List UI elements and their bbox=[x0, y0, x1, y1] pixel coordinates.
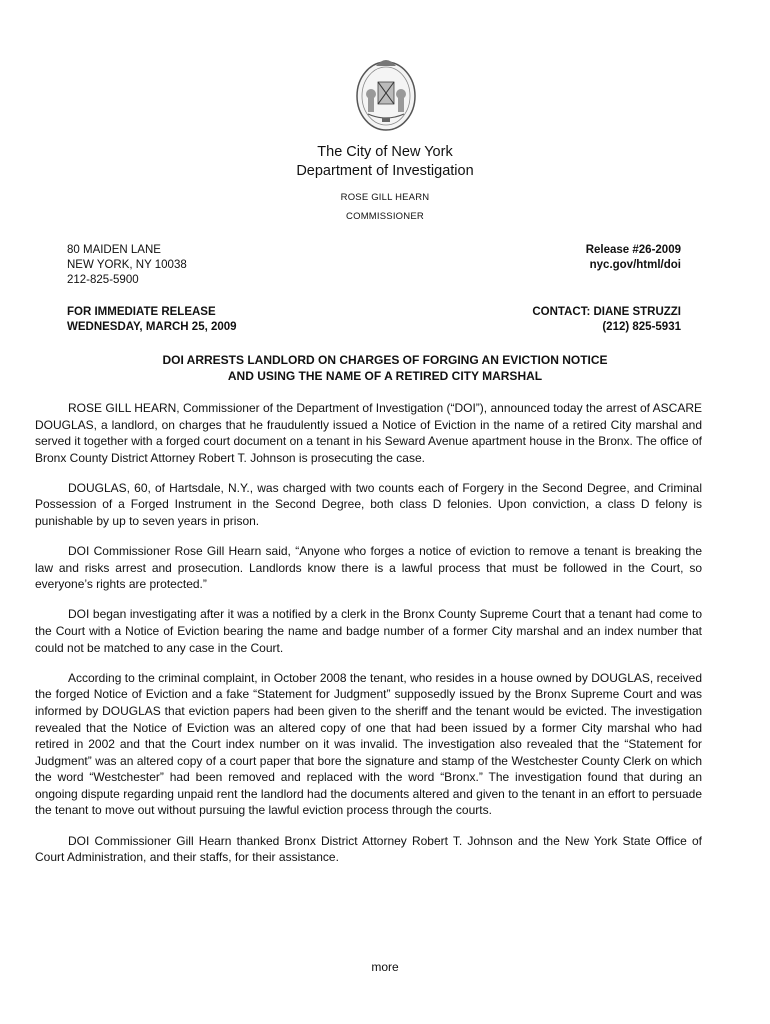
nyc-seal-icon bbox=[354, 52, 418, 134]
paragraph: DOI Commissioner Rose Gill Hearn said, “Anyone who forges a notice of eviction to remove a tenant is breaking the law and risks arrest and prosecution. Landlords know there is a lawful process that must be followed in the Court, so everyone’s rights are protected.” bbox=[35, 544, 702, 592]
address-phone: 212-825-5900 bbox=[67, 274, 139, 286]
paragraph: DOI began investigating after it was a notified by a clerk in the Bronx County Supreme Court that a tenant had come to the Court with a Notice of Eviction bearing the name and badge number of a former City marshal and an index number that could not be matched to any case in the Court. bbox=[35, 607, 702, 655]
contact-name: CONTACT: DIANE STRUZZI bbox=[532, 306, 681, 318]
headline-line1: DOI ARRESTS LANDLORD ON CHARGES OF FORGING AN EVICTION NOTICE bbox=[162, 353, 608, 367]
department-name: Department of Investigation bbox=[296, 163, 474, 179]
headline bbox=[0, 352, 770, 384]
article-body bbox=[35, 400, 702, 879]
agency-name: The City of New York bbox=[317, 144, 453, 160]
contact-phone: (212) 825-5931 bbox=[602, 321, 681, 333]
paragraph: ROSE GILL HEARN, Commissioner of the Department of Investigation (“DOI”), announced today the arrest of ASCARE DOUGLAS, a landlord, on charges that he fraudulently issued a Notice of Eviction in the name of a retired City marshal and served it together with a forged court document on a tenant in his Seward Avenue apartment house in the Bronx. The office of Bronx County District Attorney Robert T. Johnson is prosecuting the case. bbox=[35, 401, 702, 465]
release-info bbox=[67, 305, 237, 335]
release-date: WEDNESDAY, MARCH 25, 2009 bbox=[67, 321, 237, 333]
paragraph: DOI Commissioner Gill Hearn thanked Bronx District Attorney Robert T. Johnson and the New York State Office of Court Administration, and their staffs, for their assistance. bbox=[35, 833, 702, 865]
address-line1: 80 MAIDEN LANE bbox=[67, 244, 161, 256]
immediate-release: FOR IMMEDIATE RELEASE bbox=[67, 306, 216, 318]
address-block bbox=[67, 243, 187, 288]
release-number: Release #26-2009 bbox=[585, 244, 681, 256]
address-line2: NEW YORK, NY 10038 bbox=[67, 259, 187, 271]
paragraph: DOUGLAS, 60, of Hartsdale, N.Y., was charged with two counts each of Forgery in the Second Degree, and Criminal Possession of a Forged Instrument in the Second Degree, both class D felonies. Upon conviction, a class D felony is punishable by up to seven years in prison. bbox=[35, 480, 702, 529]
release-url: nyc.gov/html/doi bbox=[589, 259, 681, 271]
more-indicator: more bbox=[371, 960, 399, 974]
headline-line2: AND USING THE NAME OF A RETIRED CITY MARSHAL bbox=[227, 369, 543, 383]
release-block bbox=[586, 243, 681, 273]
commissioner-title: COMMISSIONER bbox=[346, 211, 424, 222]
contact-block bbox=[532, 305, 681, 335]
paragraph: According to the criminal complaint, in October 2008 the tenant, who resides in a house owned by DOUGLAS, received the forged Notice of Eviction and a fake “Statement for Judgment” supposedly issued by the Bronx Supreme Court and was informed by DOUGLAS that eviction papers had been given to the sheriff and the tenant would be evicted. The investigation revealed that the Notice of Eviction was an altered copy of one that had been issued by a former City marshal who had retired in 2002 and that the Court index number on it was invalid. The investigation also revealed that the “Statement for Judgment” was an altered copy of a court paper that bore the signature and stamp of the Westchester County Clerk on which the word “Westchester” had been removed and replaced with the word “Bronx.” The investigation found that during an ongoing dispute regarding unpaid rent the landlord had the documents altered and given to the tenant in an effort to persuade the tenant to move out without pursuing the lawful eviction process through the courts. bbox=[35, 670, 702, 818]
commissioner-name: ROSE GILL HEARN bbox=[340, 192, 430, 203]
